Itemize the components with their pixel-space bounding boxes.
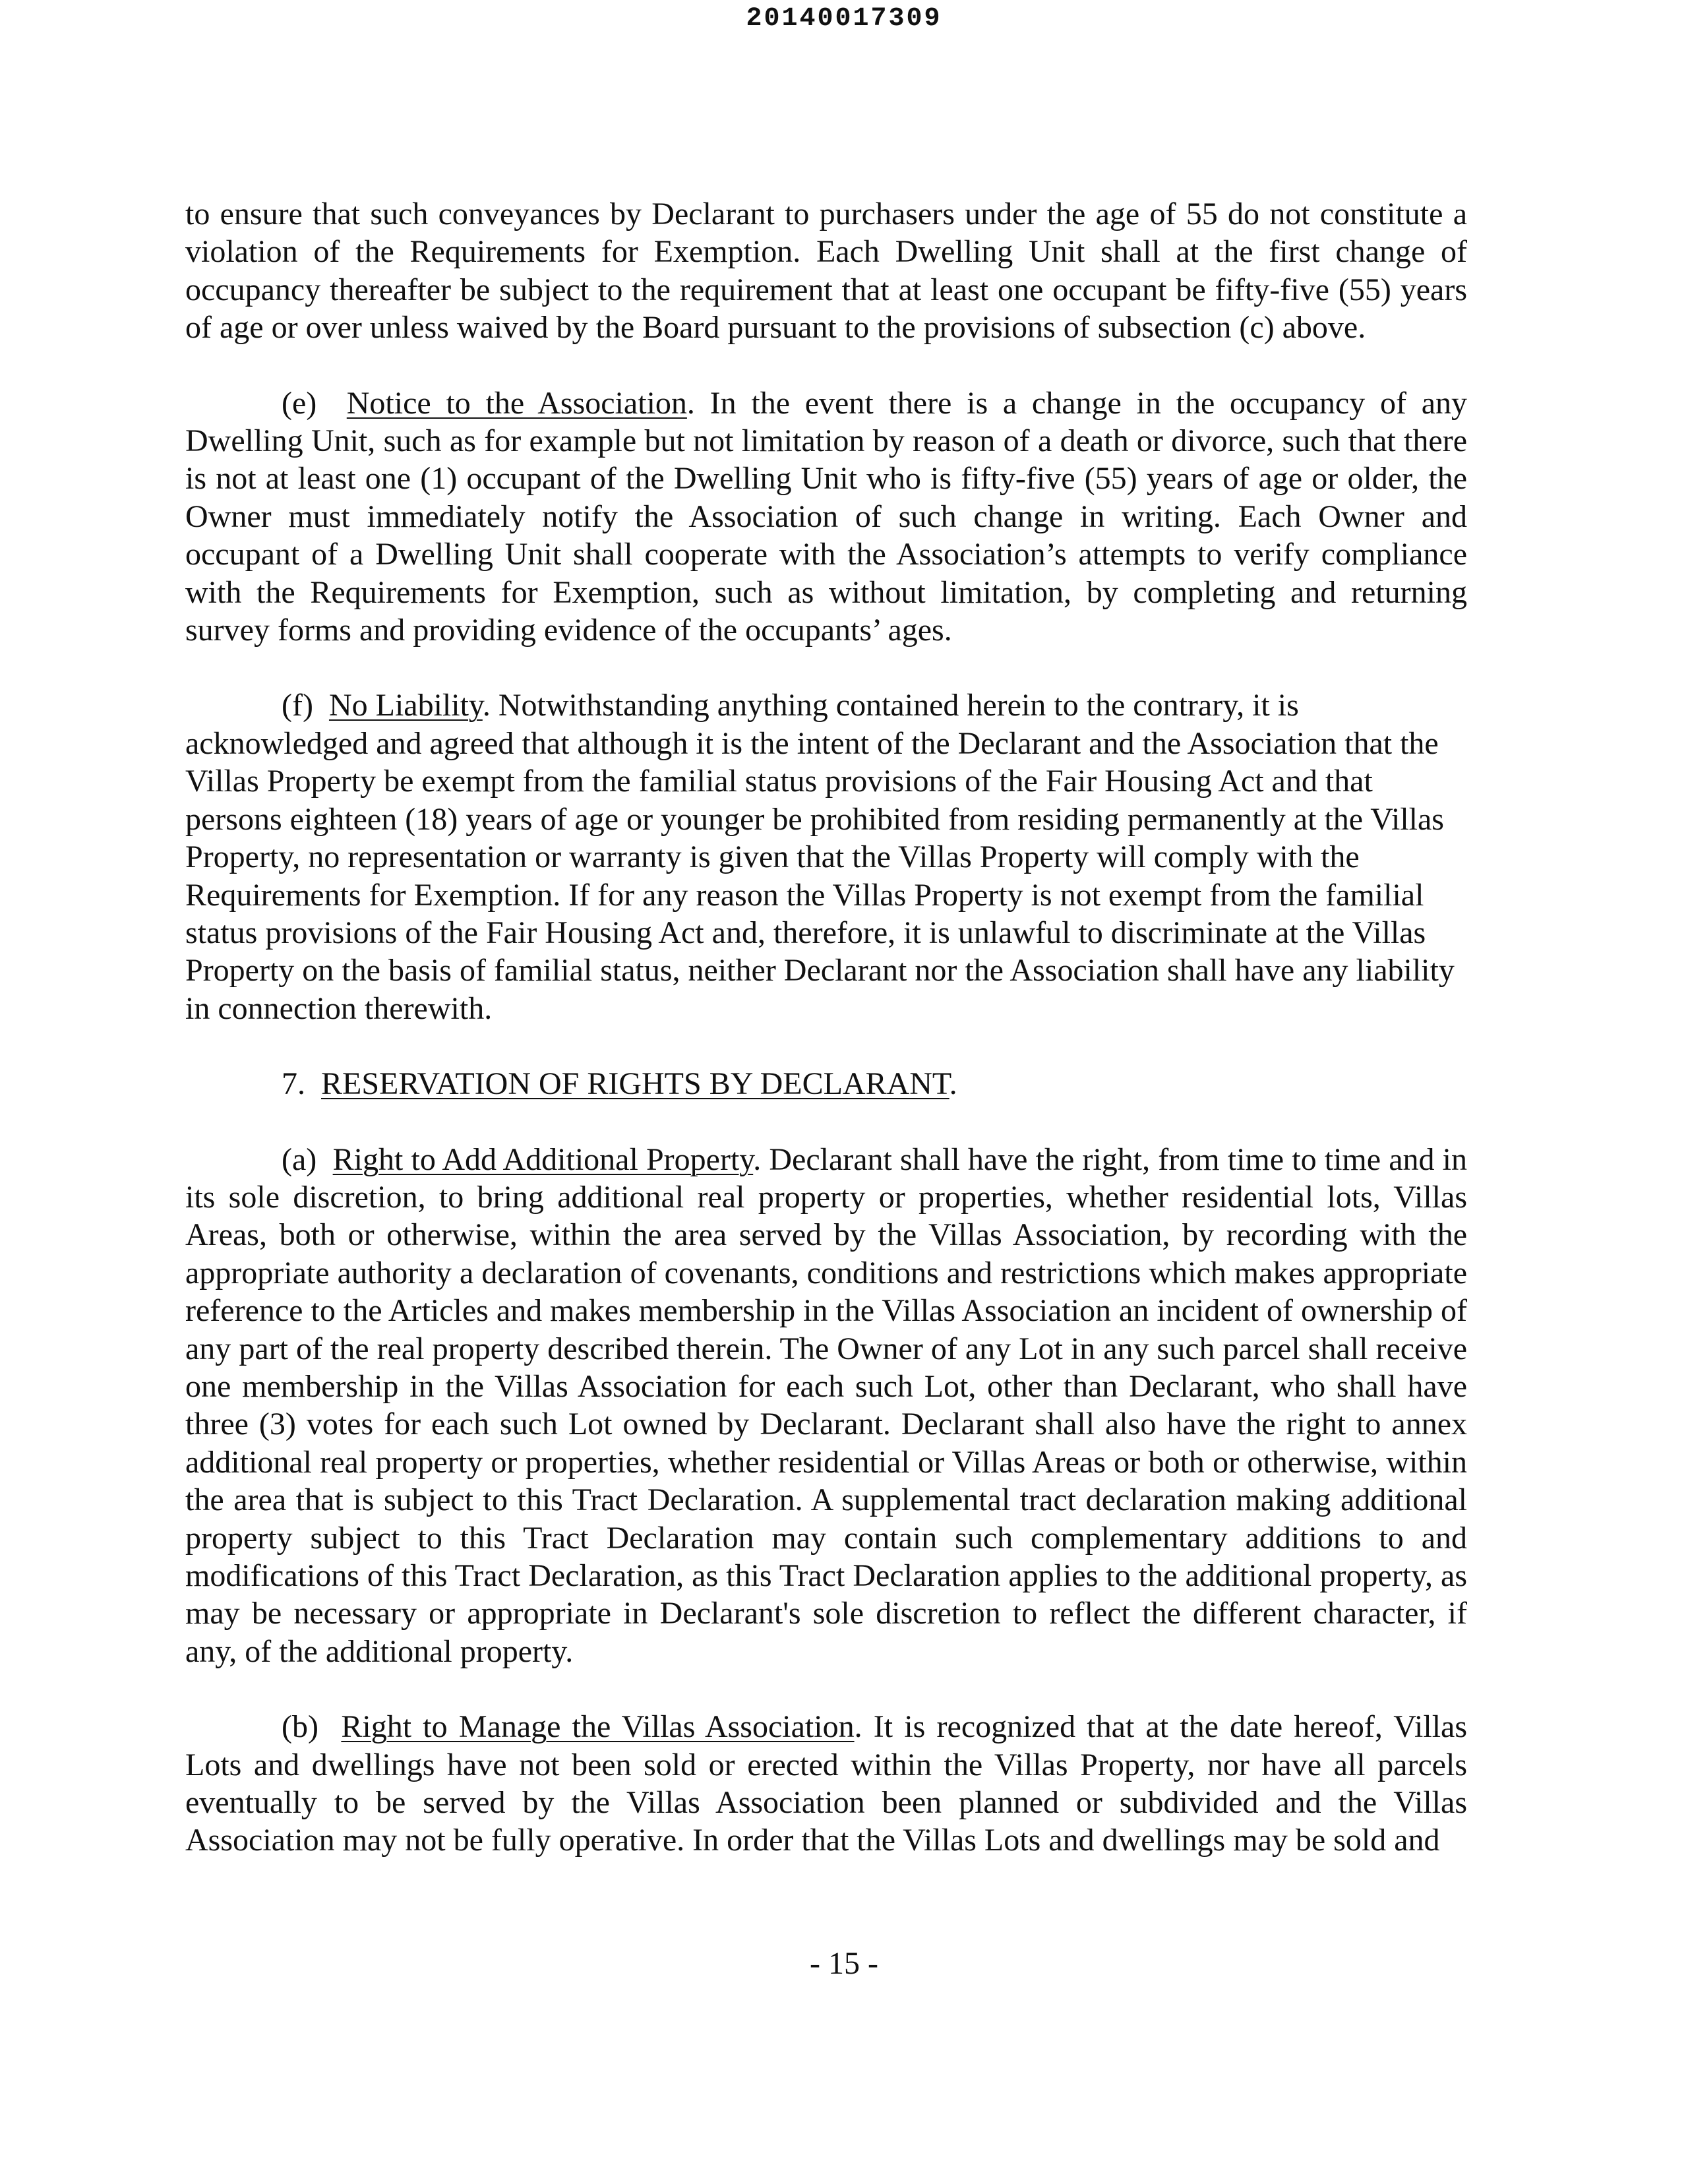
paragraph-notice-to-association [185,384,1467,650]
manage-label: (b) [282,1709,318,1745]
add-property-text: . Declarant shall have the right, from time to time and in its sole discretion, to bring additional real property or properties, whether residential lots, Villas Areas, both or otherwise, within the area served by the Villas Association, by recording with the appropriate authority a declaration of covenants, conditions and restrictions which makes appropriate reference to the Articles and makes membership in the Villas Association an incident of ownership of any part of the real property described therein. The Owner of any Lot in any such parcel shall receive one membership in the Villas Association for each such Lot, other than Declarant, who shall have three (3) votes for each such Lot owned by Declarant. Declarant shall also have the right to annex additional real property or properties, whether residential or Villas Areas or both or otherwise, within the area that is subject to this Tract Declaration. A supplemental tract declaration making additional property subject to this Tract Declaration may contain such complementary additions to and modifications of this Tract Declaration, as this Tract Declaration applies to the additional property, as may be necessary or appropriate in Declarant's sole discretion to reflect the different character, if any, of the additional property. [185,1141,1468,1669]
section-7-number: 7. [282,1066,305,1102]
notice-title: Notice to the Association [346,385,687,421]
add-property-title: Right to Add Additional Property [332,1141,754,1177]
notice-text: . In the event there is a change in the occupancy of any Dwelling Unit, such as for example but not limitation by reason of a death or divorce, such that there is not at least one (1) occupant of the Dwelling Unit who is fifty-five (55) years of age or older, the Owner must immediately notify the Association of such change in writing. Each Owner and occupant of a Dwelling Unit shall cooperate with the Association’s attempts to verify compliance with the Requirements for Exemption, such as without limitation, by completing and returning survey forms and providing evidence of the occupants’ ages. [185,385,1468,648]
add-property-label: (a) [282,1141,317,1177]
section-7-title: RESERVATION OF RIGHTS BY DECLARANT [321,1066,950,1102]
section-7-period: . [949,1066,957,1102]
no-liability-label: (f) [282,688,313,723]
no-liability-text: . Notwithstanding anything contained herein to the contrary, it is acknowledged and agreed that although it is the intent of the Declarant and the Association that the Villas Property be exempt from the familial status provisions of the Fair Housing Act and that persons eighteen (18) years of age or younger be prohibited from residing permanently at the Villas Property, no representation or warranty is given that the Villas Property will comply with the Requirements for Exemption. If for any reason the Villas Property is not exempt from the familial status provisions of the Fair Housing Act and, therefore, it is unlawful to discriminate at the Villas Property on the basis of familial status, neither Declarant nor the Association shall have any liability in connection therewith. [185,688,1455,1026]
page-number: - 15 - [810,1946,878,1981]
paragraph-continuation [185,195,1467,347]
section-7-heading [282,1065,1467,1103]
paragraph-add-additional-property [185,1141,1467,1671]
manage-title: Right to Manage the Villas Association [341,1709,855,1745]
paragraph-no-liability [185,686,1467,1027]
continuation-text: to ensure that such conveyances by Declarant to purchasers under the age of 55 do not constitute a violation of the Requirements for Exemption. Each Dwelling Unit shall at the first change of occupancy thereafter be subject to the requirement that at least one occupant be fifty-five (55) years of age or over unless waived by the Board pursuant to the provisions of subsection (c) above. [185,197,1467,346]
no-liability-title: No Liability [328,688,483,723]
notice-label: (e) [282,385,317,421]
paragraph-manage-association [185,1708,1467,1860]
document-body [185,195,1467,1897]
manage-text: . It is recognized that at the date hereof, Villas Lots and dwellings have not been sold or erected within the Villas Property, nor have all parcels eventually to be served by the Villas Association been planned or subdivided and the Villas Association may not be fully operative. In order that the Villas Lots and dwellings may be sold and [185,1709,1468,1858]
document-number: 20140017309 [746,4,942,34]
